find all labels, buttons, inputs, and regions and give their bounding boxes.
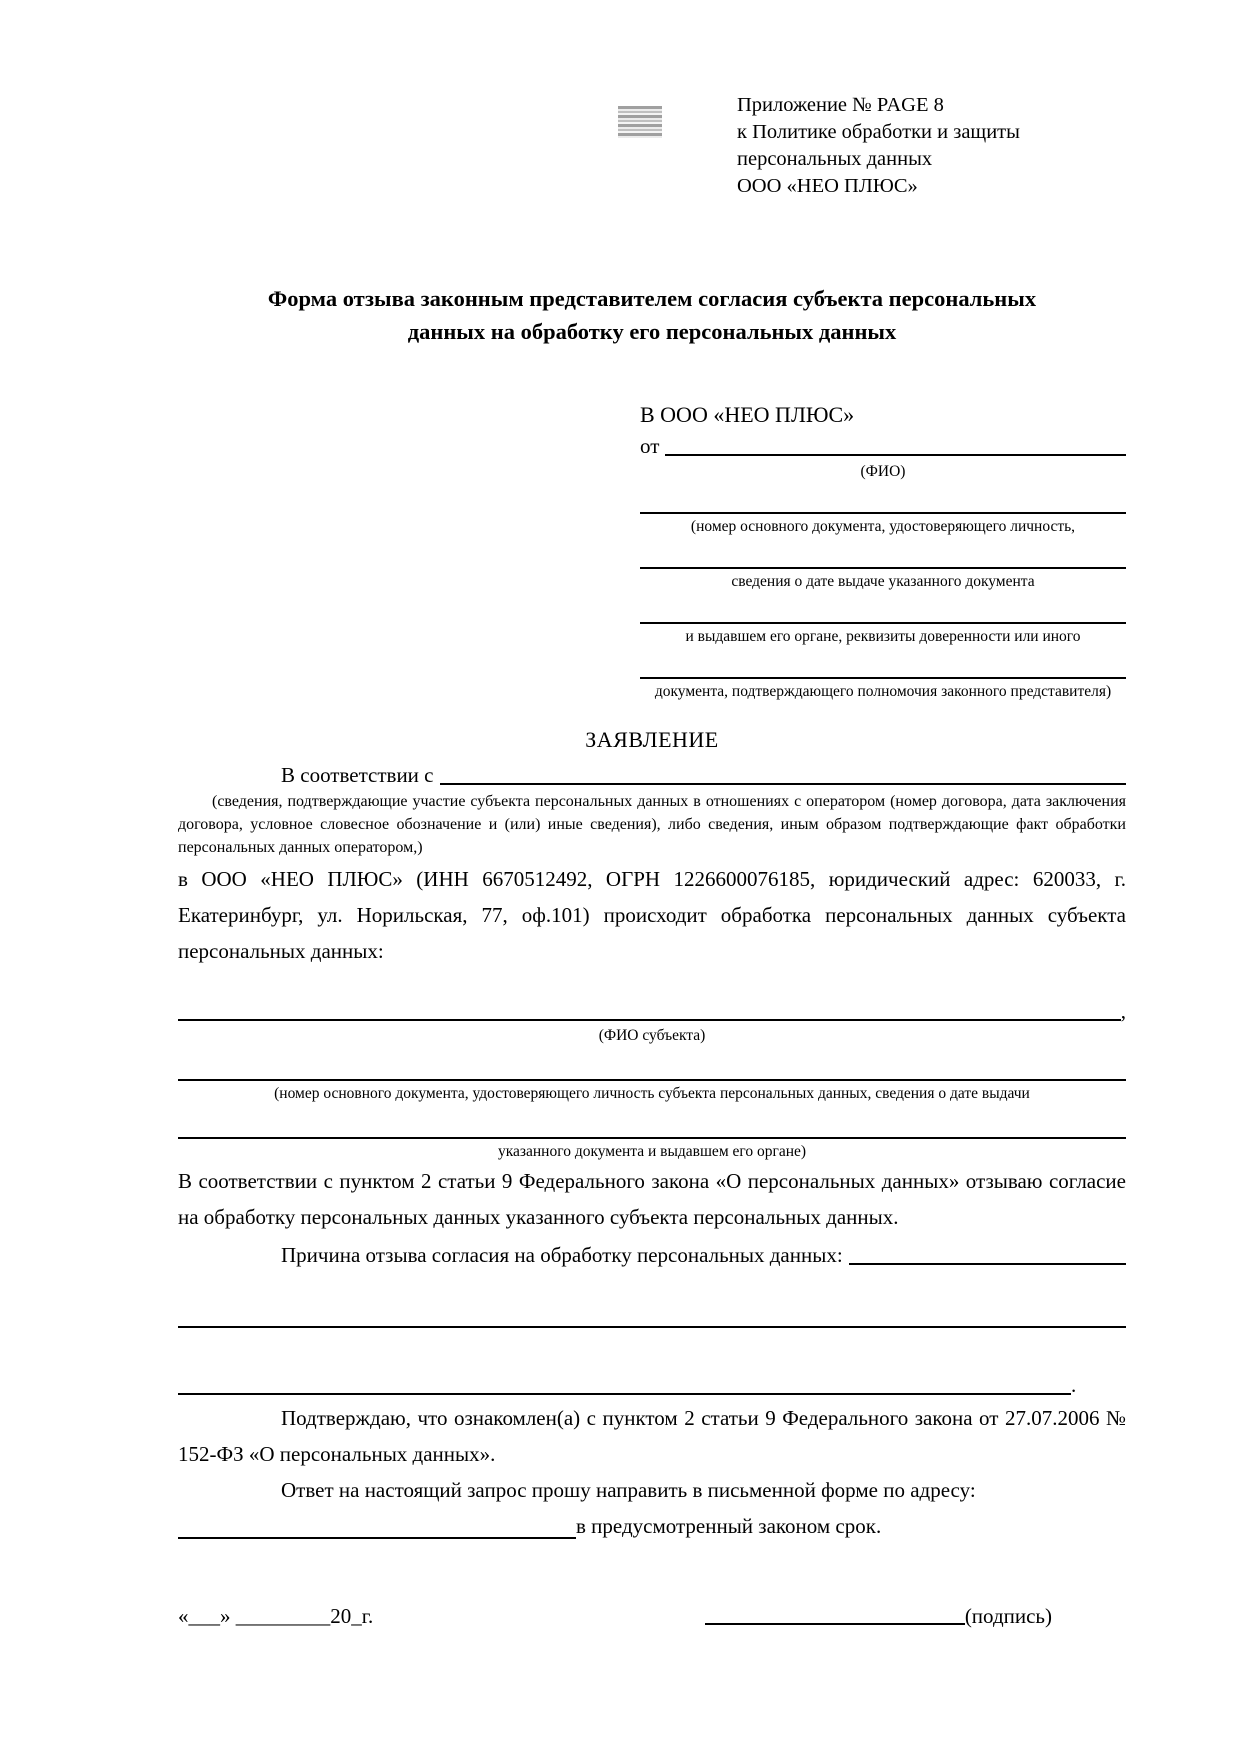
signature-row (178, 1604, 1126, 1629)
field-caption: и выдавшем его органе, реквизиты доверенности или иного (685, 628, 1081, 645)
operator-paragraph: в ООО «НЕО ПЛЮС» (ИНН 6670512492, ОГРН 1226600076185, юридический адрес: 620033, г. Екатеринбург, ул. Норильская, 77, оф.101) происходит обработка персональных данных субъекта персональных данных: (178, 867, 1126, 963)
representative-doc-field (640, 567, 1126, 591)
document-title: Форма отзыва законным представителем согласия субъекта персональных данных на обработку его персональных данных (267, 286, 1037, 344)
representative-doc-field (640, 622, 1126, 646)
field-caption: (номер основного документа, удостоверяющего личность, (690, 518, 1076, 535)
intro-row (178, 763, 1126, 788)
subject-fio-caption: (ФИО субъекта) (598, 1027, 706, 1044)
field-caption: документа, подтверждающего полномочия законного представителя) (654, 683, 1112, 700)
reason-blank-line (849, 1243, 1126, 1265)
appendix-line: Приложение № PAGE 8 (737, 94, 944, 116)
subject-doc-field (178, 1079, 1126, 1103)
reason-row (178, 1243, 1126, 1268)
appendix-reference (737, 92, 1126, 200)
date-blank: «___» _________20_г. (178, 1604, 374, 1628)
representative-doc-field (640, 512, 1126, 536)
trailing-comma: , (1120, 999, 1126, 1023)
statement-heading: ЗАЯВЛЕНИЕ (585, 727, 719, 752)
signature-blank-line (705, 1623, 965, 1625)
table-lines-artifact-icon (618, 106, 662, 138)
addressee-block (640, 400, 1126, 701)
fio-caption: (ФИО) (860, 463, 906, 480)
representative-doc-field (640, 677, 1126, 701)
subject-doc-caption: указанного документа и выдавшем его органе) (497, 1143, 807, 1160)
withdrawal-paragraph: В соответствии с пунктом 2 статьи 9 Федерального закона «О персональных данных» отзываю согласие на обработку персональных данных указанного субъекта персональных данных. (178, 1169, 1126, 1229)
reason-label: Причина отзыва согласия на обработку персональных данных: (281, 1243, 843, 1267)
subject-doc-field (178, 1137, 1126, 1161)
intro-label: В соответствии с (281, 763, 434, 787)
signature-caption: (подпись) (964, 1604, 1052, 1628)
from-row (640, 434, 1126, 459)
field-caption: сведения о дате выдаче указанного документа (731, 573, 1035, 590)
from-blank-line (665, 434, 1126, 456)
response-address-row (178, 1508, 1126, 1544)
blank-line (178, 1393, 1071, 1395)
subject-doc-caption: (номер основного документа, удостоверяющего личность субъекта персональных данных, сведения о дате выдачи (274, 1085, 1030, 1102)
subject-fio-blank-line (178, 1019, 1121, 1021)
address-blank-line (178, 1508, 576, 1539)
intro-blank-line (440, 763, 1127, 785)
subject-fio-row (178, 999, 1126, 1024)
confirmation-paragraph: Подтверждаю, что ознакомлен(а) с пунктом 2 статьи 9 Федерального закона от 27.07.2006 № 152-ФЗ «О персональных данных». (178, 1406, 1126, 1466)
appendix-line: персональных данных (737, 148, 933, 170)
signature-area (705, 1604, 1126, 1629)
response-suffix: в предусмотренный законом срок. (576, 1514, 882, 1538)
intro-caption: (сведения, подтверждающие участие субъекта персональных данных в отношениях с оператором (номер договора, дата заключения договора, условное словесное обозначение и (или) иные сведения), либо сведения, иным образом подтверждающие факт обработки персональных данных оператором,) (178, 793, 1126, 856)
reason-blank-line-3 (178, 1373, 1126, 1398)
trailing-period: . (1071, 1373, 1077, 1397)
response-request-paragraph: Ответ на настоящий запрос прошу направить в письменной форме по адресу: (281, 1478, 976, 1502)
appendix-line: ООО «НЕО ПЛЮС» (737, 175, 918, 197)
page-header (178, 92, 1126, 204)
from-label: от (640, 434, 660, 458)
addressee-company: В ООО «НЕО ПЛЮС» (640, 402, 855, 427)
form-page (178, 92, 1126, 1629)
appendix-line: к Политике обработки и защиты (737, 121, 1020, 143)
reason-blank-line-2 (178, 1326, 1126, 1328)
